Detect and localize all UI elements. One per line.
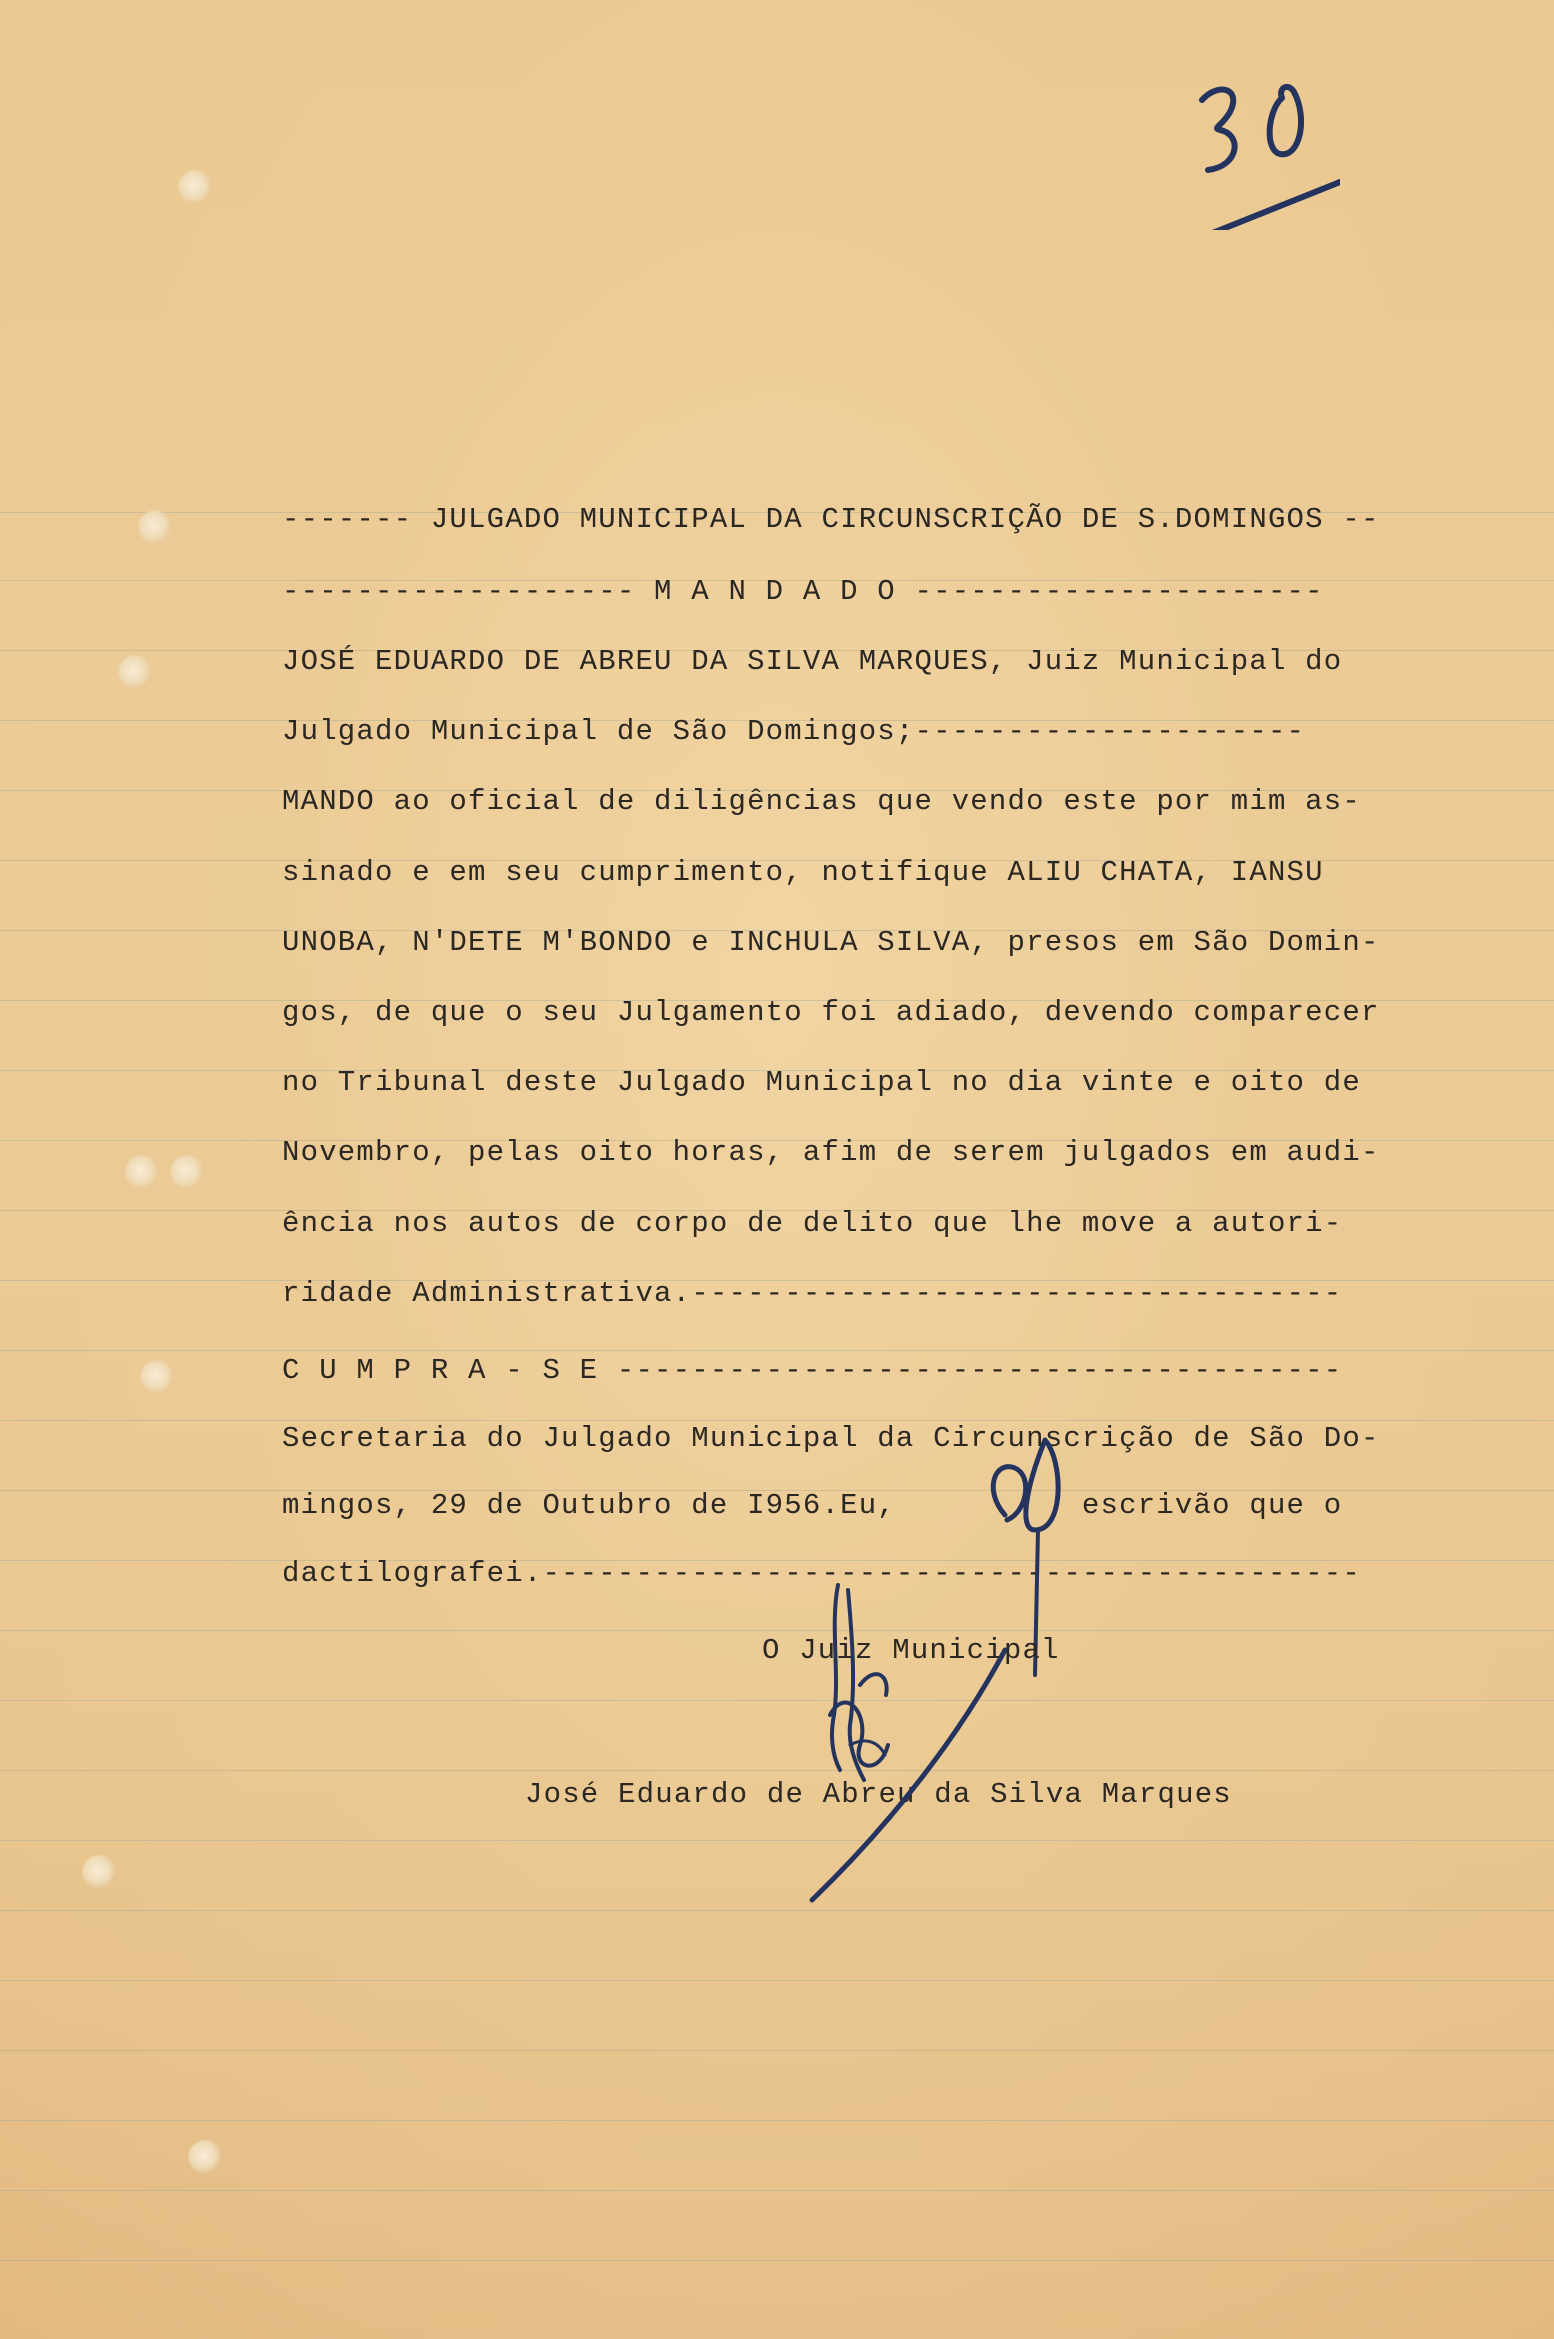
punch-hole bbox=[138, 510, 172, 544]
punch-hole bbox=[125, 1155, 159, 1189]
body-line: UNOBA, N'DETE M'BONDO e INCHULA SILVA, presos em São Domin- bbox=[282, 926, 1380, 959]
judge-name: José Eduardo de Abreu da Silva Marques bbox=[525, 1778, 1232, 1811]
body-line: ência nos autos de corpo de delito que lhe move a autori- bbox=[282, 1207, 1343, 1240]
body-line: Novembro, pelas oito horas, afim de serem julgados em audi- bbox=[282, 1136, 1380, 1169]
punch-hole bbox=[140, 1360, 174, 1394]
body-line: no Tribunal deste Julgado Municipal no dia vinte e oito de bbox=[282, 1066, 1361, 1099]
body-line: Julgado Municipal de São Domingos;--------------------- bbox=[282, 715, 1306, 748]
cumpra-se-line: C U M P R A - S E --------------------------------------- bbox=[282, 1354, 1343, 1387]
signature-title: O Juiz Municipal bbox=[762, 1634, 1060, 1667]
body-line: JOSÉ EDUARDO DE ABREU DA SILVA MARQUES, Juiz Municipal do bbox=[282, 645, 1343, 678]
closing-line: dactilografei.-------------------------------------------- bbox=[282, 1557, 1361, 1590]
body-line: sinado e em seu cumprimento, notifique ALIU CHATA, IANSU bbox=[282, 856, 1324, 889]
body-line: MANDO ao oficial de diligências que vendo este por mim as- bbox=[282, 785, 1361, 818]
closing-line: mingos, 29 de Outubro de I956.Eu, escrivão que o bbox=[282, 1489, 1343, 1522]
handwritten-page-number bbox=[1190, 70, 1340, 230]
body-line: ridade Administrativa.----------------------------------- bbox=[282, 1277, 1343, 1310]
punch-hole bbox=[82, 1855, 116, 1889]
closing-line: Secretaria do Julgado Municipal da Circunscrição de São Do- bbox=[282, 1422, 1380, 1455]
document-title: ------------------- M A N D A D O ---------------------- bbox=[282, 575, 1324, 608]
punch-hole bbox=[170, 1155, 204, 1189]
punch-hole bbox=[178, 170, 212, 204]
court-header: ------- JULGADO MUNICIPAL DA CIRCUNSCRIÇÃO DE S.DOMINGOS -- bbox=[282, 503, 1380, 536]
judge-signature bbox=[790, 1565, 1040, 1910]
punch-hole bbox=[118, 655, 152, 689]
punch-hole bbox=[188, 2140, 222, 2174]
body-line: gos, de que o seu Julgamento foi adiado, devendo comparecer bbox=[282, 996, 1380, 1029]
